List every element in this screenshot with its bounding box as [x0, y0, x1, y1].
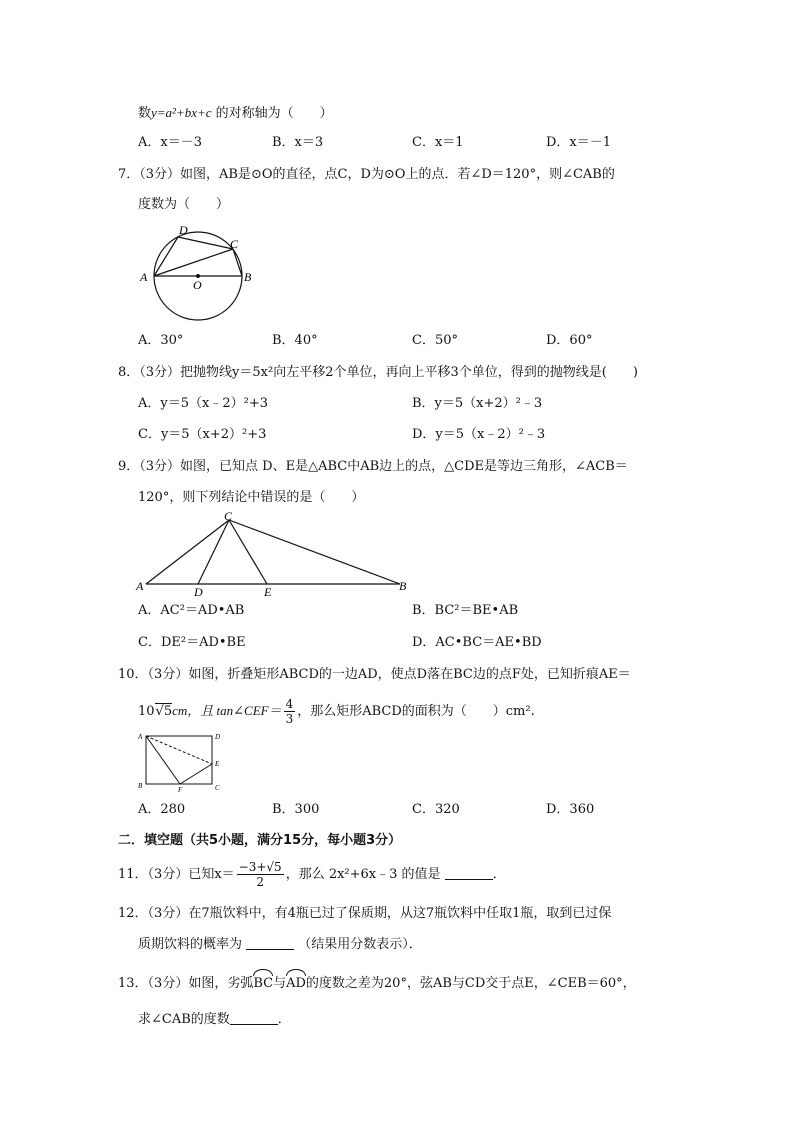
q8-option-c: C．y＝5（x+2）²+3: [138, 427, 267, 442]
q6-function: y=a²+bx+c: [151, 105, 212, 120]
q9-label-e: E: [264, 585, 272, 599]
q10-frac-num: 4: [285, 697, 294, 711]
q8-option-b: B．y＝5（x+2）²﹣3: [412, 396, 543, 411]
q10-label-a: A: [138, 733, 143, 741]
q7-option-b: B．40°: [272, 333, 318, 348]
q7-label-o: O: [193, 278, 202, 292]
q9-stem-line2: 120°，则下列结论中错误的是（ ）: [138, 490, 365, 505]
q9-label-b: B: [399, 579, 407, 593]
q10-frac-den: 3: [285, 712, 294, 726]
q9-option-a: A．AC²＝AD•AB: [138, 603, 245, 618]
q11-pre: 11．（3分）已知x＝: [118, 867, 235, 882]
q11-stem: [118, 860, 506, 889]
q9-option-d: D．AC•BC＝AE•BD: [412, 635, 542, 650]
q11-answer-blank[interactable]: [445, 867, 493, 880]
q12-line2-post: （结果用分数表示）．: [298, 937, 422, 952]
q10-ae-coef: 10: [138, 704, 155, 719]
q9-label-a: A: [136, 579, 144, 593]
q11-frac-num: −3+√5: [238, 860, 282, 874]
q7-chord-ac: [154, 249, 233, 276]
q13-arc-bc: BC: [253, 976, 274, 991]
q7-option-d: D．60°: [546, 333, 593, 348]
q7-option-c: C．50°: [412, 333, 458, 348]
q9-triangle-figure: [132, 508, 422, 600]
q12-stem-line1: 12．（3分）在7瓶饮料中，有4瓶已过了保质期，从这7瓶饮料中任取1瓶，取到已过保: [118, 906, 612, 921]
q7-stem-line1: 7．（3分）如图，AB是⊙O的直径，点C，D为⊙O上的点．若∠D＝120°，则∠CAB的: [118, 167, 615, 182]
q9-side-ce: [229, 520, 267, 584]
q10-line2-end: ，那么矩形ABCD的面积为（ ）cm².: [297, 704, 535, 719]
q12-line2-pre: 质期饮料的概率为: [138, 937, 243, 952]
q13-answer-blank[interactable]: [230, 1012, 278, 1025]
q7-label-b: B: [244, 270, 252, 284]
q13-mid: 与: [273, 976, 287, 991]
q7-label-d: D: [179, 223, 188, 237]
q13-stem-line1: [118, 975, 636, 993]
q9-side-cd: [198, 520, 229, 584]
q7-circle-figure: [132, 218, 262, 328]
q7-chord-cb: [233, 249, 242, 276]
q7-label-c: C: [230, 237, 239, 251]
q9-option-b: B．BC²＝BE•AB: [412, 603, 519, 618]
q6-option-b: B．x＝3: [272, 135, 324, 150]
section2-heading: 二．填空题（共5小题，满分15分，每小题3分）: [118, 833, 402, 848]
q13-pre: 13．（3分）如图，劣弧: [118, 976, 254, 991]
q10-label-c: C: [215, 784, 220, 792]
q10-label-e: E: [215, 760, 220, 768]
q11-frac-den: 2: [256, 875, 264, 889]
q8-option-a: A．y＝5（x﹣2）²+3: [138, 396, 268, 411]
q6-cont-pre: 数: [138, 106, 152, 121]
q13-stem-line2: [138, 1011, 291, 1029]
q10-label-f: F: [178, 786, 183, 794]
q9-label-d: D: [194, 585, 203, 599]
q10-tan-fraction: [284, 697, 296, 726]
q9-label-c: C: [224, 509, 233, 523]
q13-post: 的度数之差为20°，弦AB与CD交于点E，∠CEB＝60°，: [305, 976, 636, 991]
q6-option-c: C．x＝1: [412, 135, 464, 150]
q7-option-a: A．30°: [138, 333, 184, 348]
q7-stem-line2: 度数为（ ）: [138, 197, 230, 212]
q10-line2-mid: cm，且 tan∠CEF＝: [172, 703, 282, 718]
q10-rectangle-figure: [136, 730, 226, 794]
q10-option-d: D．360: [546, 802, 595, 817]
q6-cont-post: 的对称轴为（ ）: [211, 106, 333, 121]
q8-stem: 8．（3分）把抛物线y＝5x²向左平移2个单位，再向上平移3个单位，得到的抛物线是( ): [118, 365, 638, 380]
q11-fraction: [237, 860, 284, 889]
q10-option-c: C．320: [412, 802, 460, 817]
q11-post: ，那么 2x²+6x﹣3 的值是: [285, 867, 441, 882]
q13-line2-post: ．: [277, 1012, 291, 1027]
q10-stem-line2: [138, 697, 535, 726]
q7-chord-ad: [154, 237, 178, 276]
q6-option-d: D．x＝－1: [546, 135, 612, 150]
q9-stem-line1: 9．（3分）如图，已知点 D、E是△ABC中AB边上的点，△CDE是等边三角形，∠ACB＝: [118, 459, 628, 474]
q13-line2-pre: 求∠CAB的度数: [138, 1012, 230, 1027]
q9-side-ca: [146, 520, 229, 584]
q7-chord-dc: [178, 237, 233, 249]
q10-line-fe: [180, 764, 212, 784]
q6-continuation: [138, 104, 333, 123]
q9-side-cb: [229, 520, 400, 584]
q11-end: ．: [492, 867, 506, 882]
q12-answer-blank[interactable]: [246, 937, 294, 950]
q6-option-a: A．x＝－3: [138, 135, 202, 150]
q13-arc-ad: AD: [286, 976, 306, 991]
q7-label-a: A: [140, 270, 148, 284]
q10-label-b: B: [138, 782, 143, 790]
q8-option-d: D．y＝5（x﹣2）²﹣3: [412, 427, 546, 442]
q10-label-d: D: [215, 733, 221, 741]
q10-stem-line1: 10．（3分）如图，折叠矩形ABCD的一边AD，使点D落在BC边的点F处，已知折痕AE＝: [118, 667, 631, 682]
q10-option-a: A．280: [138, 802, 186, 817]
q10-line-af: [146, 736, 180, 784]
q10-option-b: B．300: [272, 802, 320, 817]
q10-ae-sqrt: √5: [155, 704, 173, 719]
q12-stem-line2: [138, 936, 422, 954]
q9-option-c: C．DE²＝AD•BE: [138, 635, 246, 650]
